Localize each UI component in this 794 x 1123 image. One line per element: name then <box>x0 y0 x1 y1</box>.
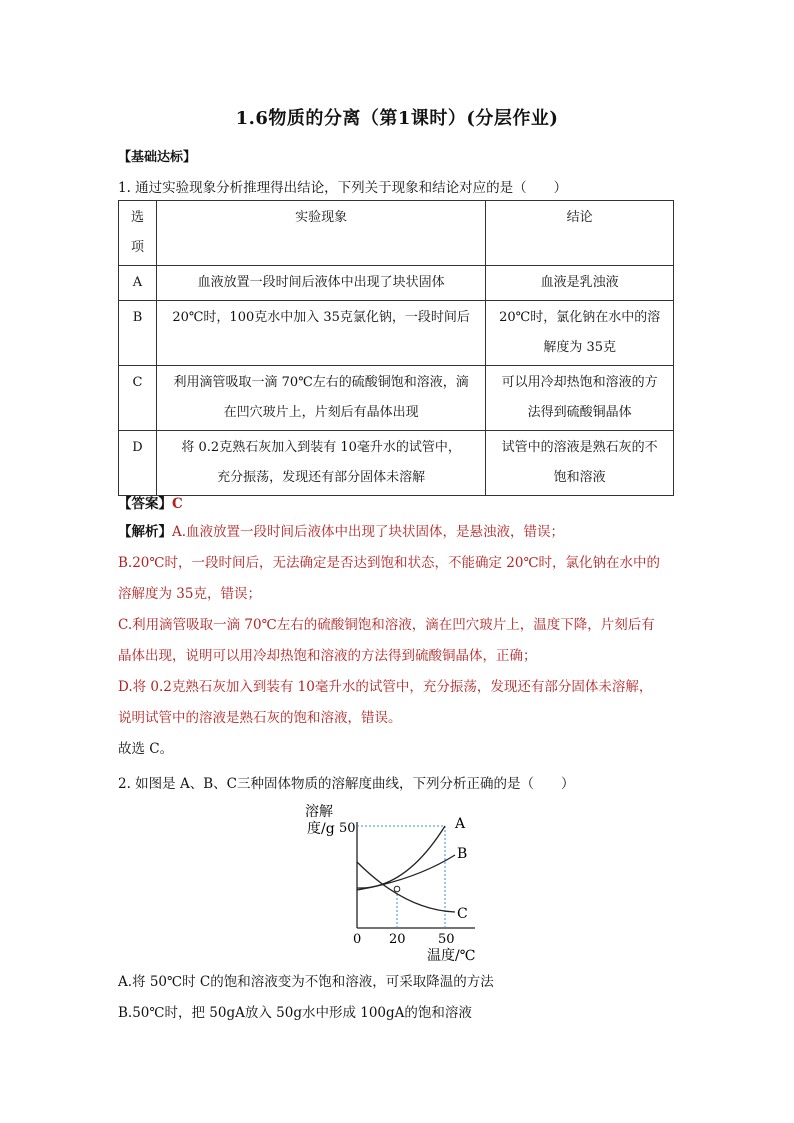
xlabel: 温度/℃ <box>427 948 476 964</box>
ylabel-line1: 溶解 <box>305 804 333 820</box>
row-conclusion: 血液是乳浊液 <box>486 266 674 301</box>
header-option: 选 项 <box>119 201 157 266</box>
analysis-block <box>118 517 678 765</box>
page-title: 1.6物质的分离（第1课时）(分层作业) <box>235 108 559 129</box>
question-2-option-a: A.将 50℃时 C的饱和溶液变为不饱和溶液，可采取降温的方法 <box>118 974 494 990</box>
analysis-conclusion: 故选 C。 <box>118 741 174 757</box>
analysis-line: B.20℃时，一段时间后，无法确定是否达到饱和状态，不能确定 20℃时，氯化钠在水中的 <box>118 555 661 571</box>
tick-x-20: 20 <box>389 932 406 947</box>
row-phenomenon: 血液放置一段时间后液体中出现了块状固体 <box>156 266 485 301</box>
curve-c-label: C <box>457 906 468 922</box>
table-row <box>119 431 674 496</box>
header-conclusion: 结论 <box>486 201 674 266</box>
row-option: C <box>119 366 157 431</box>
analysis-line: C.利用滴管吸取一滴 70℃左右的硫酸铜饱和溶液，滴在凹穴玻片上，温度下降，片刻后有 <box>118 617 655 633</box>
row-option: D <box>119 431 157 496</box>
row-conclusion: 试管中的溶液是熟石灰的不 饱和溶液 <box>486 431 674 496</box>
row-option: B <box>119 301 157 366</box>
table-row <box>119 266 674 301</box>
tick-y-50: 50 <box>339 821 356 836</box>
analysis-line: 【解析】A.血液放置一段时间后液体中出现了块状固体，是悬浊液，错误； <box>118 524 565 540</box>
row-phenomenon: 利用滴管吸取一滴 70℃左右的硫酸铜饱和溶液，滴 在凹穴玻片上，片刻后有晶体出现 <box>156 366 485 431</box>
curve-a-label: A <box>455 816 466 832</box>
analysis-line: 说明试管中的溶液是熟石灰的饱和溶液，错误。 <box>118 710 402 726</box>
answer-value: C <box>172 496 183 512</box>
curve-a <box>357 826 445 888</box>
table-header-row <box>119 201 674 266</box>
tick-x-0: 0 <box>353 932 362 947</box>
tick-x-50: 50 <box>438 932 455 947</box>
row-conclusion: 20℃时，氯化钠在水中的溶 解度为 35克 <box>486 301 674 366</box>
answer-line: 【答案】C <box>118 496 183 512</box>
question-1-stem: 1. 通过实验现象分析推理得出结论，下列关于现象和结论对应的是（ ） <box>118 180 568 196</box>
solubility-graph <box>295 800 495 970</box>
table-row <box>119 301 674 366</box>
question-2-stem: 2. 如图是 A、B、C三种固体物质的溶解度曲线，下列分析正确的是（ ） <box>118 776 575 792</box>
analysis-line: 溶解度为 35克，错误； <box>118 586 261 602</box>
curve-b-label: B <box>457 846 468 862</box>
curve-b <box>357 855 455 890</box>
ylabel-line2: 度/g <box>307 821 335 837</box>
row-conclusion: 可以用冷却热饱和溶液的方 法得到硫酸铜晶体 <box>486 366 674 431</box>
question-2-option-b: B.50℃时，把 50gA放入 50g水中形成 100gA的饱和溶液 <box>118 1005 472 1021</box>
row-phenomenon: 将 0.2克熟石灰加入到装有 10毫升水的试管中， 充分振荡，发现还有部分固体未溶解 <box>156 431 485 496</box>
row-option: A <box>119 266 157 301</box>
section-heading: 【基础达标】 <box>118 150 197 165</box>
question-1-table <box>118 200 674 496</box>
row-phenomenon: 20℃时，100克水中加入 35克氯化钠，一段时间后 <box>156 301 485 366</box>
header-phenomenon: 实验现象 <box>156 201 485 266</box>
analysis-line: D.将 0.2克熟石灰加入到装有 10毫升水的试管中，充分振荡，发现还有部分固体未溶解， <box>118 679 653 695</box>
intersection-point <box>394 886 400 892</box>
analysis-line: 晶体出现，说明可以用冷却热饱和溶液的方法得到硫酸铜晶体，正确； <box>118 648 537 664</box>
table-row <box>119 366 674 431</box>
